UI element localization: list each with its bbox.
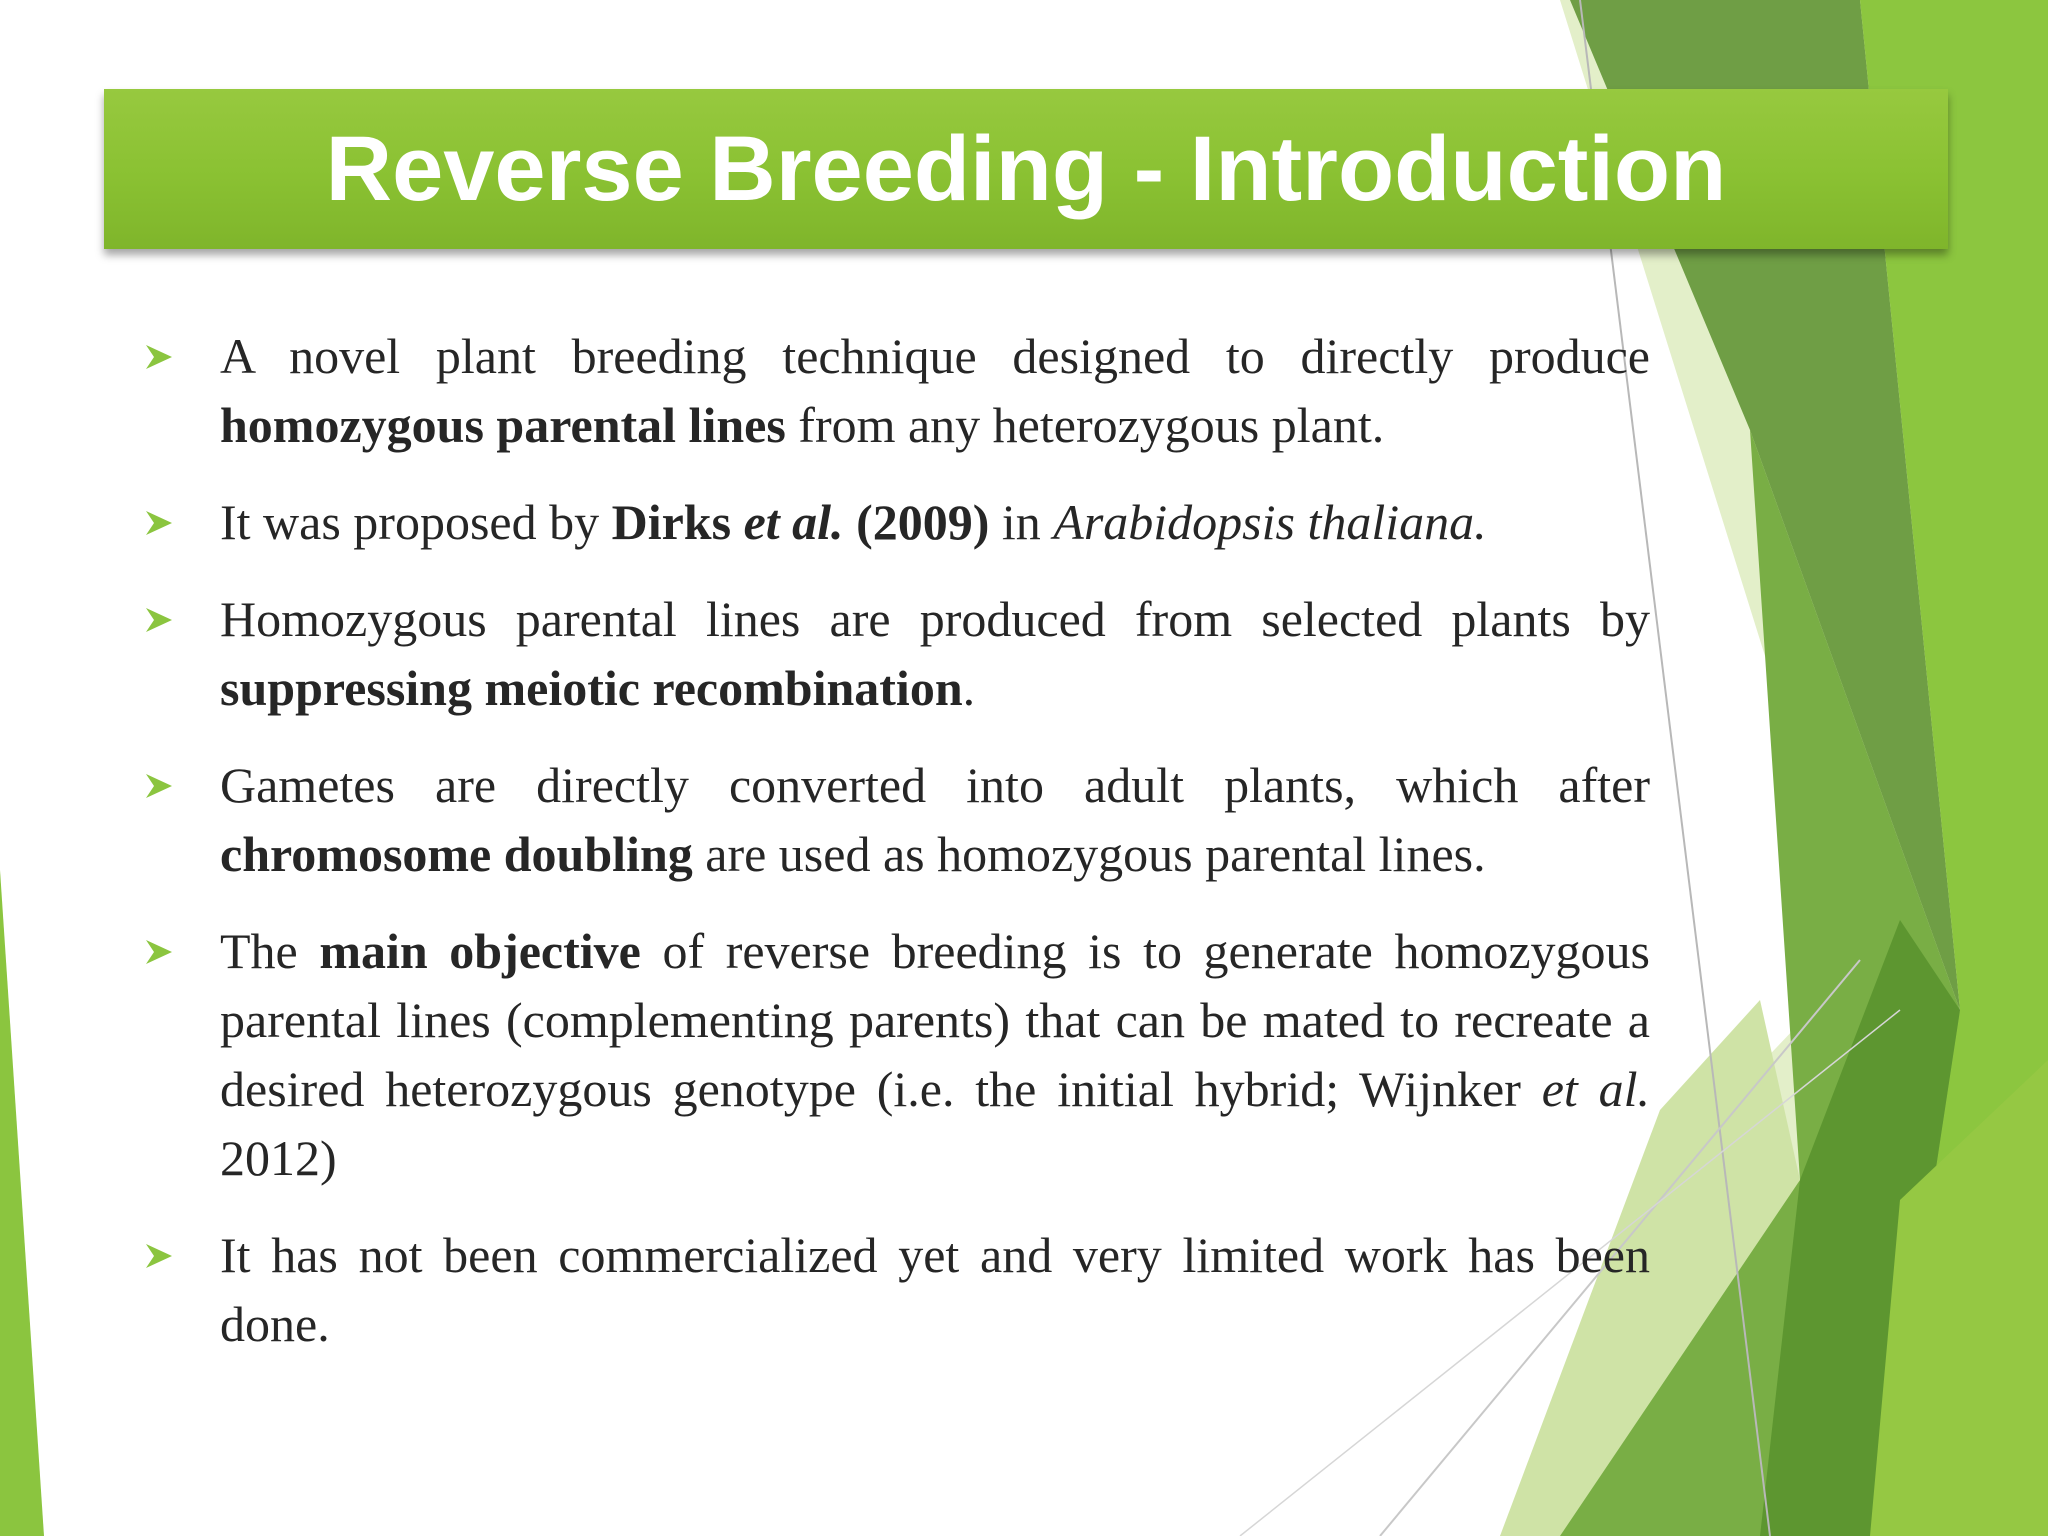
arrow-bullet-icon	[144, 342, 174, 372]
bullet-item	[140, 751, 1650, 889]
slide-title: Reverse Breeding - Introduction	[325, 117, 1727, 220]
title-bar	[104, 89, 1948, 249]
arrow-bullet-icon	[144, 605, 174, 635]
bullet-text: Gametes are directly converted into adult plants, which after chromosome doubling are used as homozygous parental lines.	[220, 757, 1650, 882]
arrow-bullet-icon	[144, 937, 174, 967]
bullet-text: It has not been commercialized yet and very limited work has been done.	[220, 1227, 1650, 1352]
arrow-bullet-icon	[144, 508, 174, 538]
bullet-item	[140, 488, 1650, 557]
left-green-stripe	[0, 870, 44, 1536]
bullet-text: It was proposed by Dirks et al. (2009) in Arabidopsis thaliana.	[220, 494, 1487, 550]
bullet-item	[140, 322, 1650, 460]
bullet-item	[140, 917, 1650, 1193]
bullet-item	[140, 1221, 1650, 1359]
bullet-text: Homozygous parental lines are produced from selected plants by suppressing meiotic recombination.	[220, 591, 1650, 716]
bullet-item	[140, 585, 1650, 723]
arrow-bullet-icon	[144, 1241, 174, 1271]
bullet-list	[140, 322, 1650, 1387]
bullet-text: A novel plant breeding technique designed to directly produce homozygous parental lines from any heterozygous plant.	[220, 328, 1650, 453]
arrow-bullet-icon	[144, 771, 174, 801]
bullet-text: The main objective of reverse breeding is to generate homozygous parental lines (complementing parents) that can be mated to recreate a desired heterozygous genotype (i.e. the initial hybrid; Wijnker et al. 2012)	[220, 923, 1650, 1186]
